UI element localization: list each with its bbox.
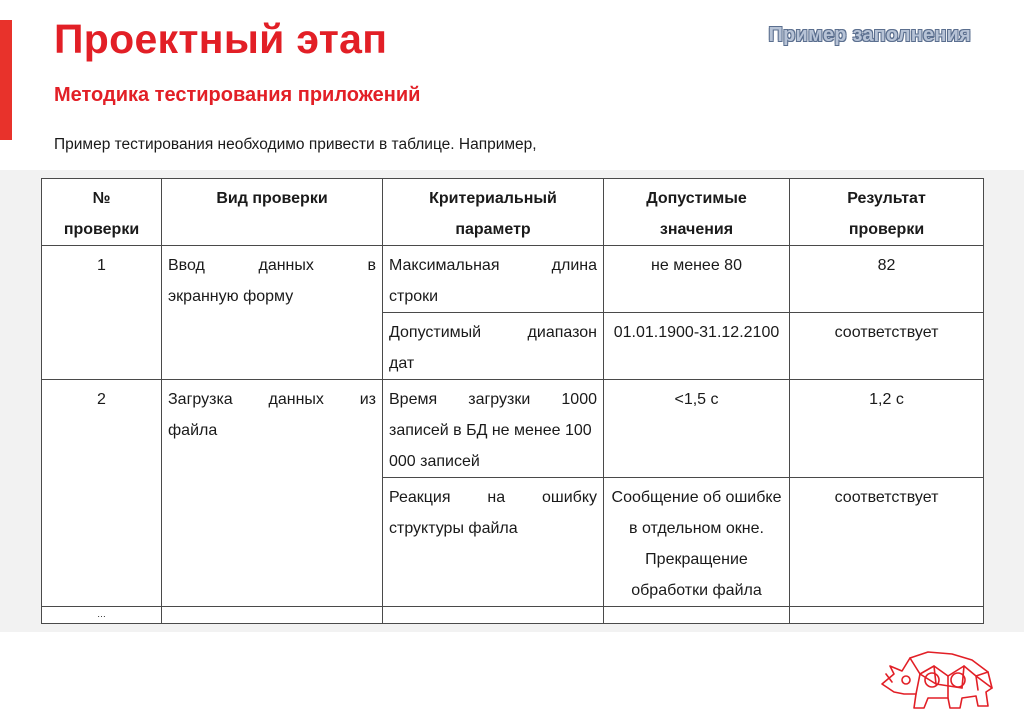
allowed-value-cell: Сообщение об ошибке в отдельном окне. Прекращение обработки файла (604, 478, 790, 607)
result-cell: соответствует (790, 313, 984, 380)
rhino-logo (876, 644, 1006, 714)
empty-cell (790, 607, 984, 624)
result-cell: 1,2 с (790, 380, 984, 478)
intro-text: Пример тестирования необходимо привести в таблице. Например, (54, 136, 537, 153)
empty-cell (383, 607, 604, 624)
criterion-cell: Максимальная длина строки (383, 246, 604, 313)
table-row (42, 380, 984, 478)
allowed-value-cell: не менее 80 (604, 246, 790, 313)
check-type-cell: Ввод данных в экранную форму (162, 246, 383, 380)
header-result: Результат проверки (790, 179, 984, 246)
table-row (42, 607, 984, 624)
empty-cell (604, 607, 790, 624)
result-cell: 82 (790, 246, 984, 313)
result-cell: соответствует (790, 478, 984, 607)
row-number: 2 (42, 380, 162, 607)
criterion-cell: Допустимый диапазон дат (383, 313, 604, 380)
page-subtitle: Методика тестирования приложений (54, 84, 421, 106)
table-row (42, 246, 984, 313)
page-title: Проектный этап (54, 16, 388, 62)
accent-bar (0, 20, 12, 140)
header-allowed-values: Допустимые значения (604, 179, 790, 246)
criterion-cell: Реакция на ошибку структуры файла (383, 478, 604, 607)
empty-cell (162, 607, 383, 624)
allowed-value-cell: <1,5 с (604, 380, 790, 478)
header-number: № проверки (42, 179, 162, 246)
header-criterion: Критериальный параметр (383, 179, 604, 246)
header-check-type: Вид проверки (162, 179, 383, 246)
example-badge: Пример заполнения (768, 24, 971, 46)
table-header-row (42, 179, 984, 246)
row-number: 1 (42, 246, 162, 380)
testing-table (41, 178, 984, 624)
ellipsis-cell: … (42, 607, 162, 624)
criterion-cell: Время загрузки 1000 записей в БД не менее 100 000 записей (383, 380, 604, 478)
allowed-value-cell: 01.01.1900-31.12.2100 (604, 313, 790, 380)
check-type-cell: Загрузка данных из файла (162, 380, 383, 607)
